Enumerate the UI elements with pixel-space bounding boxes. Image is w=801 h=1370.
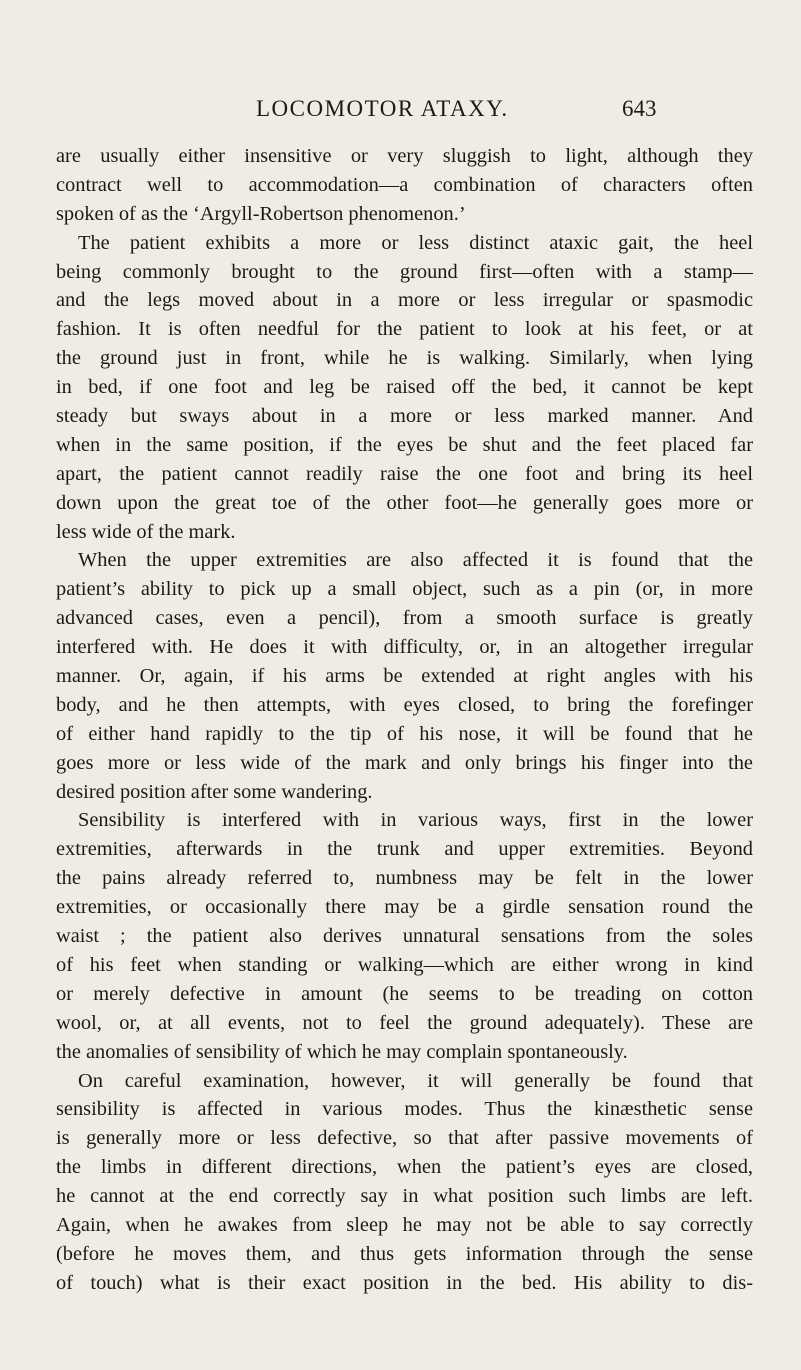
text-line: in bed, if one foot and leg be raised off the bed, it cannot be kept xyxy=(56,376,753,399)
text-line: is generally more or less defective, so that after passive movements of xyxy=(56,1127,753,1150)
text-line: or merely defective in amount (he seems to be treading on cotton xyxy=(56,982,753,1005)
text-line: fashion. It is often needful for the patient to look at his feet, or at xyxy=(56,318,753,341)
text-line: steady but sways about in a more or less marked manner. And xyxy=(56,405,753,428)
text-line: Again, when he awakes from sleep he may not be able to say correctly xyxy=(56,1213,753,1236)
text-line: the ground just in front, while he is walking. Similarly, when lying xyxy=(56,347,753,370)
text-line: of either hand rapidly to the tip of his nose, it will be found that he xyxy=(56,722,753,745)
text-line: the anomalies of sensibility of which he may complain spontaneously. xyxy=(56,1040,628,1063)
text-line: spoken of as the ‘Argyll-Robertson phenomenon.’ xyxy=(56,202,466,225)
text-line: goes more or less wide of the mark and only brings his finger into the xyxy=(56,751,753,774)
text-line: contract well to accommodation—a combination of characters often xyxy=(56,173,753,196)
page-number: 643 xyxy=(622,96,657,121)
text-line: down upon the great toe of the other foot—he generally goes more or xyxy=(56,491,753,514)
text-line: waist ; the patient also derives unnatural sensations from the soles xyxy=(56,925,753,948)
text-line: he cannot at the end correctly say in what position such limbs are left. xyxy=(56,1185,753,1208)
text-line: wool, or, at all events, not to feel the ground adequately). These are xyxy=(56,1011,753,1034)
text-line: extremities, or occasionally there may be a girdle sensation round the xyxy=(56,896,753,919)
text-line: (before he moves them, and thus gets information through the sense xyxy=(56,1242,753,1265)
text-line: of touch) what is their exact position in the bed. His ability to dis- xyxy=(56,1271,753,1294)
paragraph-first-line: When the upper extremities are also affected it is found that the xyxy=(78,549,753,572)
text-line: body, and he then attempts, with eyes closed, to bring the forefinger xyxy=(56,693,753,716)
text-line: desired position after some wandering. xyxy=(56,780,373,803)
text-line: extremities, afterwards in the trunk and upper extremities. Beyond xyxy=(56,838,753,861)
text-line: interfered with. He does it with difficulty, or, in an altogether irregular xyxy=(56,636,753,659)
text-line: sensibility is affected in various modes. Thus the kinæsthetic sense xyxy=(56,1098,753,1121)
text-line: less wide of the mark. xyxy=(56,520,236,543)
text-line: of his feet when standing or walking—which are either wrong in kind xyxy=(56,953,753,976)
text-line: being commonly brought to the ground first—often with a stamp— xyxy=(56,260,753,283)
text-line: patient’s ability to pick up a small object, such as a pin (or, in more xyxy=(56,578,753,601)
paragraph-first-line: Sensibility is interfered with in various ways, first in the lower xyxy=(78,809,753,832)
text-line: the pains already referred to, numbness may be felt in the lower xyxy=(56,867,753,890)
text-line: when in the same position, if the eyes be shut and the feet placed far xyxy=(56,433,753,456)
paragraph-first-line: The patient exhibits a more or less distinct ataxic gait, the heel xyxy=(78,231,753,254)
running-header xyxy=(0,94,801,134)
text-line: and the legs moved about in a more or less irregular or spasmodic xyxy=(56,289,753,312)
text-line: the limbs in different directions, when the patient’s eyes are closed, xyxy=(56,1156,753,1179)
paragraph-first-line: On careful examination, however, it will generally be found that xyxy=(78,1069,753,1092)
text-line: manner. Or, again, if his arms be extended at right angles with his xyxy=(56,665,753,688)
text-line: advanced cases, even a pencil), from a smooth surface is greatly xyxy=(56,607,753,630)
body-text xyxy=(56,142,753,1298)
text-line: are usually either insensitive or very sluggish to light, although they xyxy=(56,145,753,167)
running-title: LOCOMOTOR ATAXY. xyxy=(256,96,509,121)
text-line: apart, the patient cannot readily raise the one foot and bring its heel xyxy=(56,462,753,485)
